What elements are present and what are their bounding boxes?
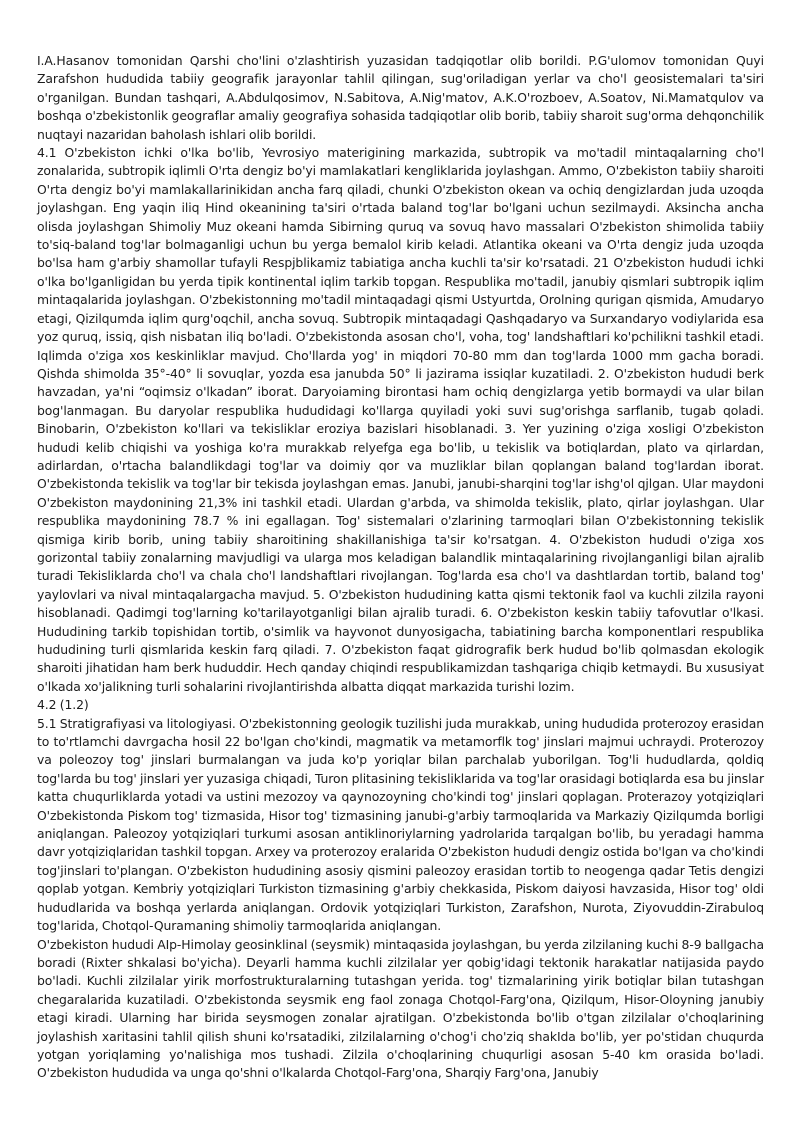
section-4-1-paragraph: 4.1 O'zbekiston ichki o'lka bo'lib, Yevrosiyo materigining markazida, subtropik va mo'tadil mintaqalarning cho'l zonalarida, subtropik iqlimli O'rta dengiz bo'yi mamlakatlari kengliklarida joylashgan. Ammo, O'zbekiston tabiiy sharoiti O'rta dengiz bo'yi mamlakallarinikidan ancha farq qiladi, chunki O'zbekiston okean va ochiq dengizlardan juda uzoqda joylashgan. Eng yaqin iliq Hind okeanining ta'siri o'rtada baland tog'lar bo'lgani uchun sezilmaydi. Aksincha ancha olisda joylashgan Shimoliy Muz okeani hamda Sibirning quruq va sovuq havo massalari O'zbekiston shimolida tabiiy to'siq-baland tog'lar bolmaganligi uchun bu yerga bemalol kirib keladi. Atlantika okeani va O'rta dengiz juda uzoqda bo'lsa ham g'arbiy shamollar tufayli Respjblikamiz tabiatiga ancha kuchli ta'sir ko'rsatadi. 21 O'zbekiston hududi ichki o'lka bo'lganligidan bu yerda tipik kontinental iqlim tarkib topgan. Respublika mo'tadil, janubiy qismlari subtropik iqlim mintaqalarida joylashgan. O'zbekistonning mo'tadil mintaqadagi qismi Ustyurtda, Orolning qurigan qismida, Amudaryo etagi, Qizilqumda iqlim qurg'oqchil, ancha sovuq. Subtropik mintaqadagi Qashqadaryo va Surxandaryo vodiylarida esa yoz quruq, issiq, qish nisbatan iliq bo'ladi. O'zbekistonda asosan cho'l, voha, tog' landshaftlari ko'pchilikni tashkil etadi. Iqlimda o'ziga xos keskinliklar mavjud. Cho'llarda yog' in miqdori 70-80 mm dan tog'larda 1000 mm gacha boradi. Qishda shimolda 35°-40° li sovuqlar, yozda esa janubda 50° li jazirama issiqlar kuzatiladi. 2. O'zbekiston hududi berk havzadan, ya'ni “oqimsiz o'lkadan” iborat. Daryoiaming birontasi ham ochiq dengizlarga yetib bormaydi va ular bilan bog'lanmagan. Bu daryolar respublika hududidagi ko'llarga quyiladi yoki suvi sug'orishga sarflanib, tugab qoladi. Binobarin, O'zbekiston ko'llari va tekisliklar eroziya bazislari hisoblanadi. 3. Yer yuzining o'ziga xosligi O'zbekiston hududi kelib chiqishi va yoshiga ko'ra murakkab relyefga ega bo'lib, u tekislik va botiqlardan, plato va qirlardan, adirlardan, o'rtacha balandlikdagi tog'lar va doimiy qor va muzliklar bilan qoplangan baland tog'lardan iborat. O'zbekistonda tekislik va tog'lar bir tekisda joylashgan emas. Janubi, janubi-sharqini tog'lar ishg'ol qjlgan. Ular maydoni O'zbekiston maydonining 21,3% ini tashkil etadi. Ulardan g'arbda, va shimolda tekislik, plato, qirlar joylashgan. Ular respublika maydonining 78.7 % ini egallagan. Tog' sistemalari o'zlarining tarmoqlari bilan O'zbekistonning tekislik qismiga kirib borib, uning tabiiy sharoitining shakillanishiga ta'sir ko'rsatgan. 4. O'zbekiston hududi o'ziga xos gorizontal tabiiy zonalarning mavjudligi va ularga mos keladigan balandlik mintaqalarining rivojlanganligi bilan ajralib turadi Tekisliklarda cho'l va chala cho'l landshaftlari rivojlangan. Tog'larda esa cho'l va dashtlardan tortib, baland tog' yaylovlari va nival mintaqalargacha mavjud. 5. O'zbekiston hududining katta qismi tektonik faol va kuchli zilzila rayoni hisoblanadi. Qadimgi tog'larning ko'tarilayotganligi bilan ajralib turadi. 6. O'zbekiston keskin tabiiy tafovutlar o'lkasi. Hududining tarkib topishidan tortib, o'simlik va hayvonot dunyosigacha, tabiatining barcha komponentlari respublika hududining turli qismlarida keskin farq qiladi. 7. O'zbekiston faqat gidrografik berk hudud bo'lib qolmasdan ekologik sharoiti jihatidan ham berk hududdir. Hech qanday chiqindi respublikamizdan tashqariga chiqib ketmaydi. Bu xususiyat o'lkada xo'jalikning turli sohalarini rivojlantirishda albatta diqqat markazida turishi lozim. bbox=[37, 145, 764, 694]
seismic-paragraph: O'zbekiston hududi AIp-Himolay geosinklinal (seysmik) mintaqasida joylashgan, bu yerda zilzilaning kuchi 8-9 ballgacha boradi (Rixter shkalasi bo'yicha). Deyarli hamma kuchli zilzilalar yer qobig'idagi tektonik harakatlar natijasida paydo bo'ladi. Kuchli zilzilalar yirik morfostrukturalarning tutashgan yerida. tog' tizmalarining yirik botiqlar bilan tutashgan chegaralarida kuzatiladi. O'zbekistonda seysmik eng faol zonaga Chotqol-Farg'ona, Qizilqum, Hisor-Oloyning janubiy etagi kiradi. Ularning har birida seysmogen zonalar ajratilgan. O'zbekistonda bo'lib o'tgan zilzilalar o'choqlarining joylashish xaritasini tahlil qilish shuni ko'rsatadiki, zilzilalarning o'chog'i cho'ziq shakIda bo'lib, yer po'stidan chuqurda yotgan yoriqlaming yo'nalishiga mos tushadi. Zilzila o'choqlarining chuqurligi asosan 5-40 km orasida bo'ladi. O'zbekiston hududida va unga qo'shni o'lkalarda Chotqol-Farg'ona, Sharqiy Farg'ona, Janubiy bbox=[37, 936, 764, 1081]
intro-paragraph: I.A.Hasanov tomonidan Qarshi cho'lini o'zlashtirish yuzasidan tadqiqotlar olib borildi. P.G'ulomov tomonidan Quyi Zarafshon hududida tabiiy geografik jarayonlar tahlil qilingan, sug'oriladigan yerlar va cho'l geosistemalari ta'siri o'rganilgan. Bundan tashqari, A.Abdulqosimov, N.Sabitova, A.Nig'matov, A.K.O'rozboev, A.Soatov, Ni.Mamatqulov va boshqa o'zbekistonlik geograflar amaliy geografiya sohasida tadqiqotlar olib borib, tabiiy sharoit sug'orma dehqonchilik nuqtayi nazaridan baholash ishlari olib borildi. bbox=[37, 53, 764, 142]
section-5-1-paragraph: 5.1 Stratigrafiyasi va litologiyasi. O'zbekistonning geologik tuzilishi juda murakkab, uning hududida proterozoy erasidan to to'rtlamchi davrgacha hosil 22 bo'lgan cho'kindi, magmatik va metamorflk tog' jinslari majmui uchraydi. Proterozoy va poleozoy tog' jinslari burmalangan va juda ko'p yoriqlar bilan parchalab yuborilgan. Tog'li hududlarda, qoldiq tog'larda bu tog' jinslari yer yuzasiga chiqadi, Turon plitasining tekisliklarida va tog'lar orasidagi botiqlarda esa bu jinslar katta chuqurliklarda yotadi va ustini mezozoy va qaynozoyning cho'kindi tog' jinslari qoplagan. Proterazoy yotqiziqlari O'zbekistonda Piskom tog' tizmasida, Hisor tog' tizmasining janubi-g'arbiy tarmoqlarida va Markaziy Qizilqumda borligi aniqlangan. Paleozoy yotqiziqlari turkumi asosan antiklinoriylarning yadrolarida tarqalgan bo'lib, bu yeradagi hamma davr yotqiziqlaridan tashkil topgan. Arxey va proterozoy eralarida O'zbekiston hududi dengiz ostida bo'lgan va cho'kindi tog'jinslari to'plangan. O'zbekiston hududining asosiy qismini paleozoy erasidan tortib to neogenga qadar Tetis dengizi qoplab yotgan. Kembriy yotqiziqlari Turkiston tizmasining g'arbiy chekkasida, Piskom daiyosi havzasida, Hisor tog' oldi hududlarida va boshqa yerlarda aniqlangan. Ordovik yotqiziqlari Turkiston, Zarafshon, Nurota, Ziyovuddin-Zirabuloq tog'larida, Chotqol-Quramaning shimoliy tarmoqlarida aniqlangan. bbox=[37, 715, 764, 934]
section-4-2-heading: 4.2 (1.2) bbox=[37, 697, 89, 713]
